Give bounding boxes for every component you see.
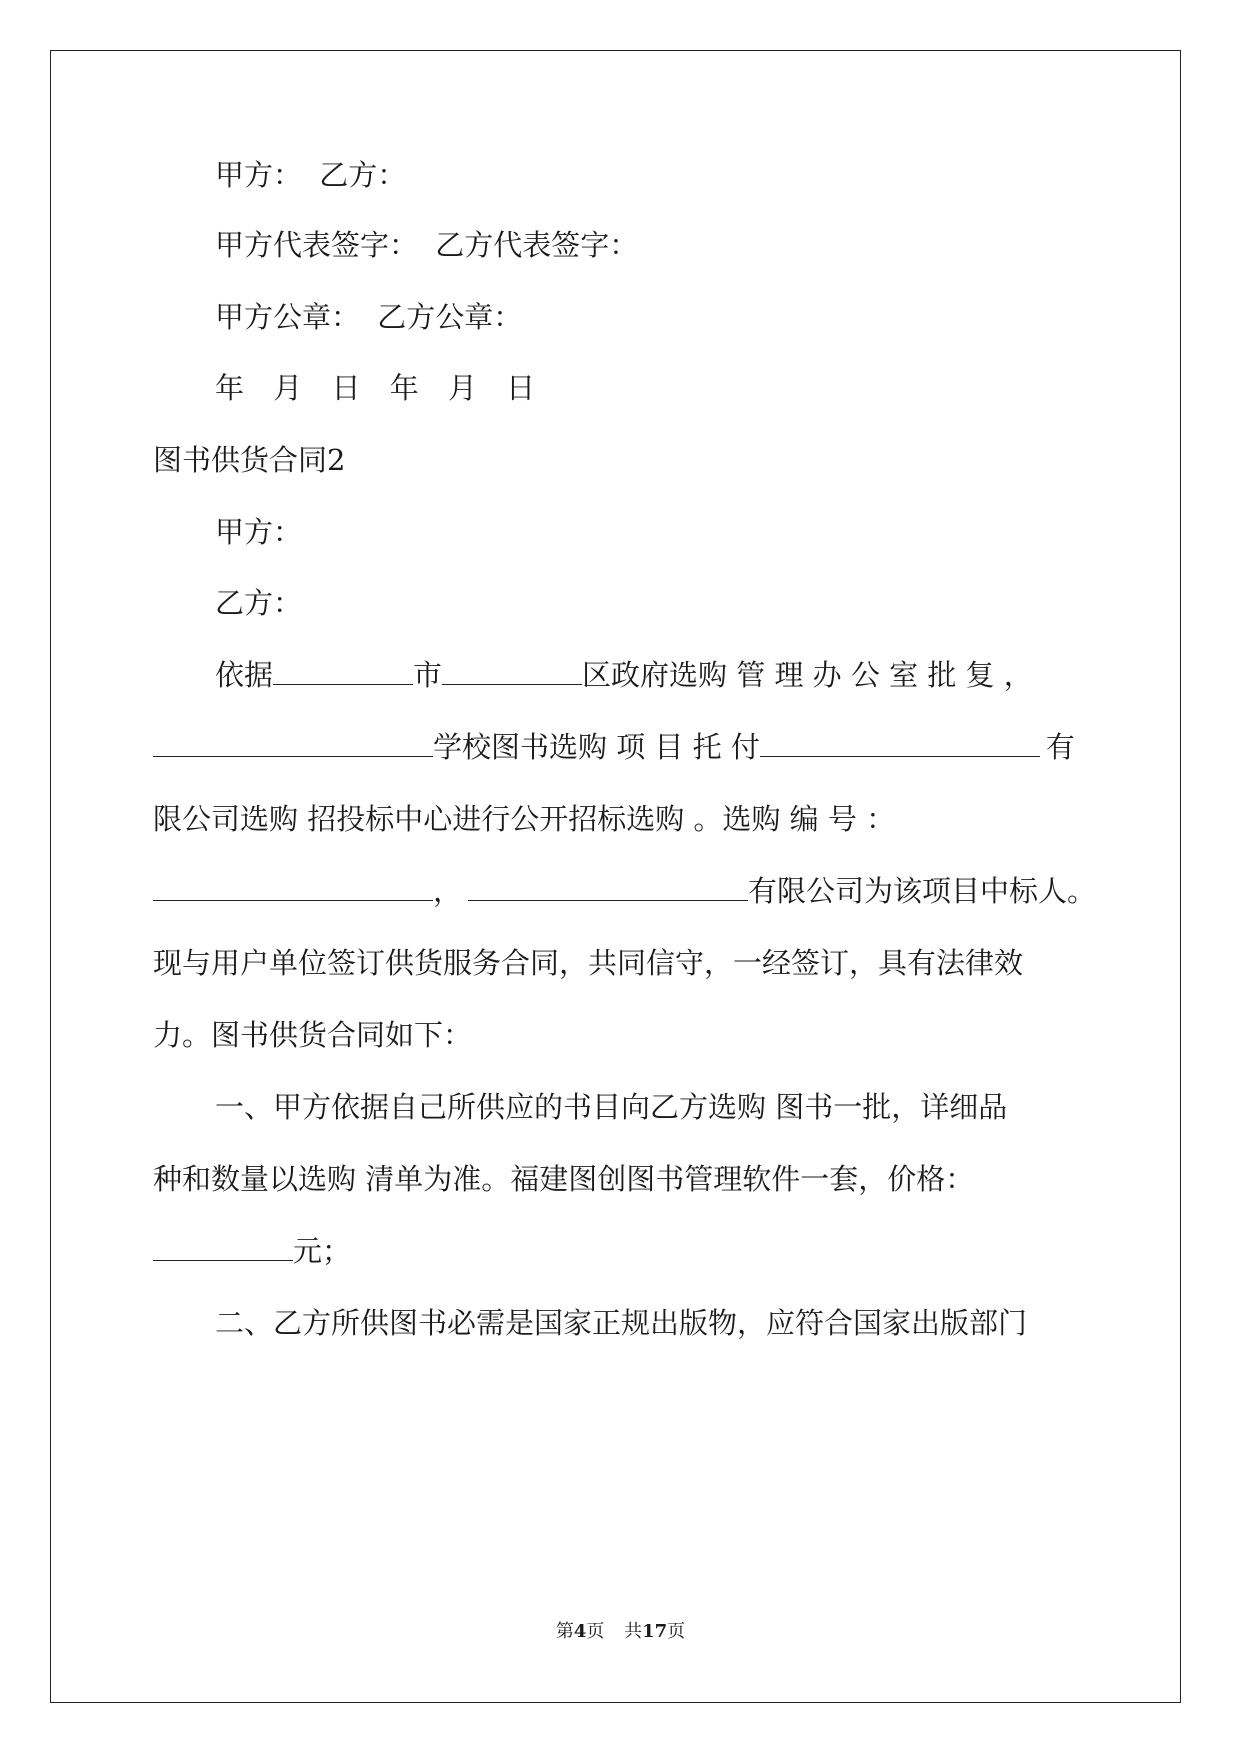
date-month-a: 月 <box>273 371 303 405</box>
seal-line <box>215 297 522 337</box>
party-a-rep-sign: 甲方代表签字： <box>215 228 419 262</box>
paragraph-line: 现与用户单位签订供货服务合同，共同信守，一经签订，具有法律效 <box>153 946 1024 980</box>
blank-field <box>153 872 433 901</box>
date-year-a: 年 <box>215 371 245 405</box>
party-a-label: 甲方： <box>215 158 303 192</box>
text: 学校图书选购 项 目 托 付 <box>433 730 760 764</box>
blank-field <box>153 1232 293 1261</box>
clause-2-line: 二、乙方所供图书必需是国家正规出版物，应符合国家出版部门 <box>215 1306 1028 1340</box>
paragraph-line: 限公司选购 招投标中心进行公开招标选购 。选购 编 号 ： <box>153 802 896 836</box>
text: 区政府选购 管 理 办 公 室 批 复 ， <box>582 658 1033 692</box>
party-b-rep-sign: 乙方代表签字： <box>435 228 639 262</box>
contract-title: 图书供货合同2 <box>153 443 346 477</box>
paragraph-line <box>153 871 1096 911</box>
representative-signature-line <box>215 225 638 265</box>
party-b-line: 乙方： <box>215 586 303 620</box>
date-month-b: 月 <box>447 371 477 405</box>
text: 元； <box>293 1234 352 1268</box>
text: 有限公司为该项目中标人。 <box>748 874 1097 908</box>
paragraph-line <box>153 727 1075 767</box>
text: 依据 <box>215 658 274 692</box>
paragraph-line: 力。图书供货合同如下： <box>153 1018 473 1052</box>
paragraph-line <box>215 655 1033 695</box>
blank-field <box>468 872 748 901</box>
footer-text: 页 <box>586 1621 605 1642</box>
blank-field <box>760 728 1040 757</box>
text: ， <box>433 874 463 908</box>
party-b-seal: 乙方公章： <box>377 300 523 334</box>
page-number: 4 <box>573 1621 587 1642</box>
party-a-seal: 甲方公章： <box>215 300 361 334</box>
party-b-label: 乙方： <box>319 158 407 192</box>
date-year-b: 年 <box>389 371 419 405</box>
clause-1-line: 种和数量以选购 清单为准。福建图创图书管理软件一套，价格： <box>153 1162 975 1196</box>
total-pages: 17 <box>642 1621 668 1642</box>
party-a-line: 甲方： <box>215 515 303 549</box>
clause-1-line <box>153 1231 351 1271</box>
date-day-b: 日 <box>506 371 536 405</box>
date-line <box>215 368 535 408</box>
footer-text: 页 <box>667 1621 686 1642</box>
date-day-a: 日 <box>331 371 361 405</box>
blank-field <box>442 656 582 685</box>
parties-line <box>215 155 406 195</box>
page-footer <box>0 1620 1241 1644</box>
blank-field <box>273 656 413 685</box>
footer-text: 共 <box>624 1621 643 1642</box>
footer-text: 第 <box>555 1621 574 1642</box>
blank-field <box>153 728 433 757</box>
text: 有 <box>1045 730 1075 764</box>
clause-1-line: 一、甲方依据自己所供应的书目向乙方选购 图书一批，详细品 <box>215 1090 1008 1124</box>
text: 市 <box>413 658 443 692</box>
